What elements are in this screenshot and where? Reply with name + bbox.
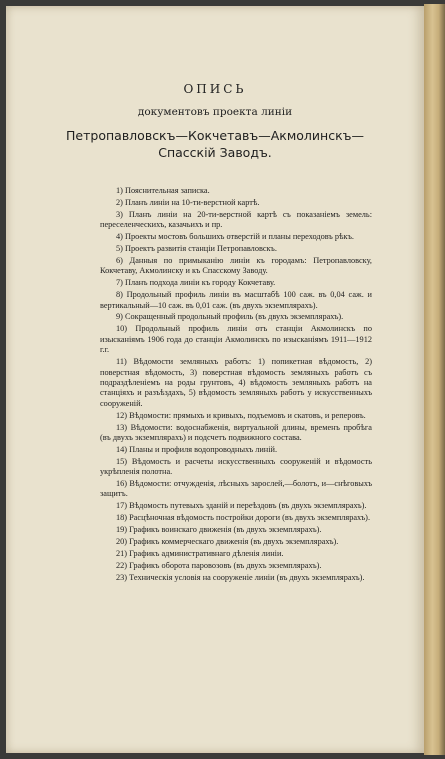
- list-item: 15) Вѣдомость и расчеты искусственныхъ сооруженій и вѣдомость укрѣпленія полотна.: [100, 456, 372, 477]
- list-item: 3) Планъ линіи на 20-ти-верстной картѣ съ показаніемъ земель: переселенческихъ, казачьихъ и пр.: [100, 209, 372, 230]
- list-item: 2) Планъ линіи на 10-ти-верстной картѣ.: [116, 197, 260, 207]
- document-page: [6, 6, 424, 753]
- list-item: 12) Вѣдомости: прямыхъ и кривыхъ, подъемовъ и скатовъ, и реперовъ.: [116, 410, 366, 420]
- list-item: 21) Графикъ административнаго дѣленія линіи.: [116, 549, 284, 558]
- list-item: 16) Вѣдомости: отчужденія, лѣсныхъ зарослей,—болотъ, и—снѣговыхъ защитъ.: [100, 479, 372, 499]
- page-edge: [424, 4, 445, 755]
- document-list: [100, 186, 372, 585]
- list-item: 20) Графикъ коммерческаго движенія (въ двухъ экземплярахъ).: [116, 537, 339, 547]
- line-title-continued: Спасскій Заводъ.: [158, 145, 272, 160]
- line-title: Петропавловскъ—Кокчетавъ—Акмолинскъ—: [66, 128, 364, 143]
- list-item: 9) Сокращенный продольный профиль (въ двухъ экземплярахъ).: [116, 312, 344, 322]
- list-item: 18) Расцѣночная вѣдомость постройки дороги (въ двухъ экземплярахъ).: [116, 513, 371, 523]
- list-item: 22) Графикъ оборота паровозовъ (въ двухъ экземплярахъ).: [116, 560, 322, 570]
- list-item: 13) Вѣдомости: водоснабженія, виртуальной длины, временъ пробѣга (въ двухъ экземплярахъ) и подсчетъ подвижного состава.: [100, 422, 372, 442]
- list-item: 10) Продольный профиль линіи отъ станціи Акмолинскъ по изысканіямъ 1906 года до станціи Акмолинскъ по изысканіямъ 1911—1912 г.г.: [100, 324, 372, 355]
- list-item: 23) Техническія условія на сооруженіе линіи (въ двухъ экземплярахъ).: [116, 572, 365, 582]
- list-item: 14) Планы и профиля водопроводныхъ линій.: [116, 444, 278, 454]
- list-item: 6) Данныя по примыканію линіи къ городамъ: Петропавловску, Кокчетаву, Акмолинску и къ Спасскому Заводу.: [100, 255, 372, 276]
- list-item: 4) Проекты мостовъ большихъ отверстій и планы переходовъ рѣкъ.: [116, 232, 354, 242]
- list-item: 8) Продольный профиль линіи въ масштабѣ 100 саж. въ 0,04 саж. и вертикальный—10 саж. въ 0,01 саж. (въ двухъ экземплярахъ).: [100, 290, 372, 310]
- list-item: 1) Пояснительная записка.: [116, 186, 210, 195]
- list-item: 11) Вѣдомости земляныхъ работъ: 1) попикетная вѣдомость, 2) поверстная вѣдомость, 3) поверстная вѣдомость земляныхъ работъ съ подраздѣленіемъ на роды грунтовъ, 4) вѣдомость земляныхъ работъ на станціяхъ и разъѣздахъ, 5) вѣдомость земляныхъ работъ у искусственныхъ сооруженій.: [100, 357, 372, 408]
- list-item: 7) Планъ подхода линіи къ городу Кокчетаву.: [116, 278, 276, 288]
- document-subheading: документовъ проекта линіи: [137, 106, 293, 118]
- list-item: 17) Вѣдомость путевыхъ зданій и переѣздовъ (въ двухъ экземплярахъ).: [116, 501, 367, 511]
- list-item: 19) Графикъ воинскаго движенія (въ двухъ экземплярахъ).: [116, 525, 322, 535]
- document-heading: ОПИСЬ: [183, 82, 247, 96]
- list-item: 5) Проектъ развитія станціи Петропавловскъ.: [116, 244, 277, 254]
